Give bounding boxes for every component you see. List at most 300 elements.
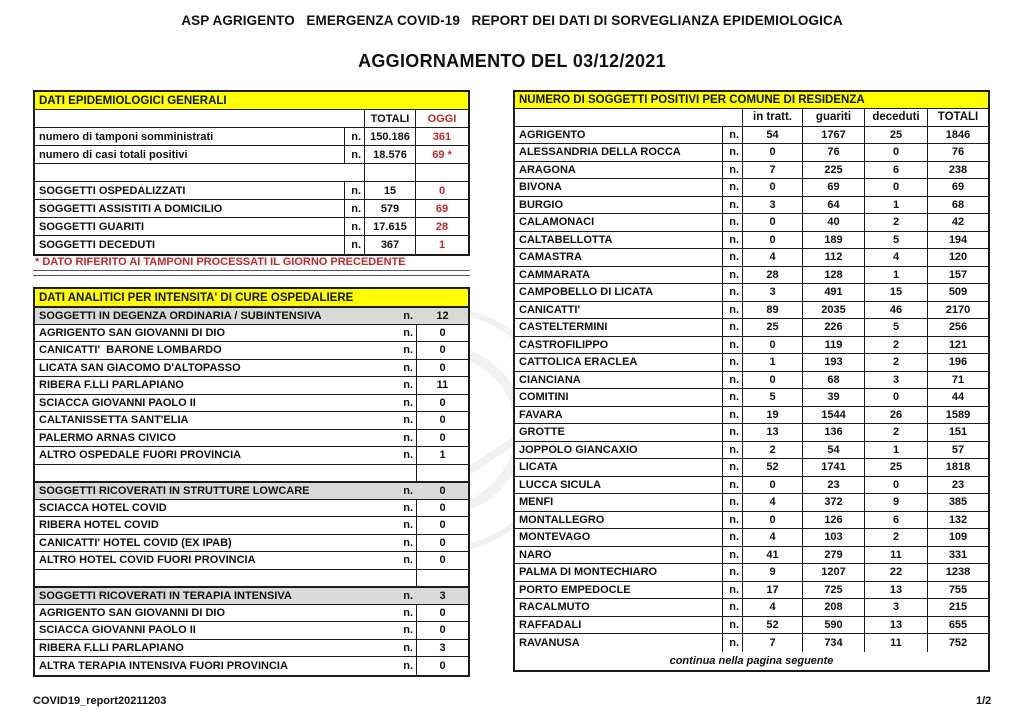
comune-row <box>515 249 988 267</box>
count-value: 0 <box>416 395 468 412</box>
row-label: CALTANISSETTA SANT'ELIA <box>39 414 189 427</box>
deceduti-value: 1 <box>864 442 927 459</box>
update-title: AGGIORNAMENTO DEL 03/12/2021 <box>358 51 666 71</box>
in-tratt-value: 4 <box>742 249 802 266</box>
unit-label: n. <box>344 128 364 145</box>
totali-value: 57 <box>927 442 988 459</box>
comuni-table-header-row <box>515 109 988 127</box>
totali-value: 367 <box>364 236 415 254</box>
totali-value: 194 <box>927 232 988 249</box>
comune-name: MONTALLEGRO <box>519 513 605 526</box>
deceduti-value: 0 <box>864 179 927 196</box>
totali-value: 76 <box>927 144 988 161</box>
comune-row <box>515 424 988 442</box>
totali-value: 23 <box>927 477 988 494</box>
guariti-value: 69 <box>802 179 864 196</box>
guariti-column-header: guariti <box>802 109 864 126</box>
comune-name: PALMA DI MONTECHIARO <box>519 566 658 579</box>
totali-value: 151 <box>927 424 988 441</box>
row-label: SCIACCA GIOVANNI PAOLO II <box>39 624 196 637</box>
hospital-table-row <box>35 360 468 378</box>
in-tratt-value: 0 <box>742 179 802 196</box>
unit-label: n. <box>722 389 742 406</box>
deceduti-value: 2 <box>864 337 927 354</box>
totali-column-header: TOTALI <box>364 110 415 127</box>
comune-row <box>515 389 988 407</box>
row-label <box>35 465 396 482</box>
totali-value: 42 <box>927 214 988 231</box>
comune-name: ARAGONA <box>519 163 576 176</box>
row-label: CANICATTI' HOTEL COVID (EX IPAB) <box>39 536 232 549</box>
guariti-value: 279 <box>802 547 864 564</box>
deceduti-value: 0 <box>864 389 927 406</box>
unit-label: n. <box>722 547 742 564</box>
comune-row <box>515 197 988 215</box>
unit-label: n. <box>403 344 413 357</box>
unit-label: n. <box>403 659 413 672</box>
guariti-value: 189 <box>802 232 864 249</box>
deceduti-value: 13 <box>864 582 927 599</box>
hospital-table-row <box>35 570 468 588</box>
unit-label: n. <box>722 407 742 424</box>
deceduti-value: 0 <box>864 144 927 161</box>
guariti-value: 2035 <box>802 302 864 319</box>
totali-value: 157 <box>927 267 988 284</box>
hospital-care-table <box>33 287 470 677</box>
comune-name: CAMPOBELLO DI LICATA <box>519 286 654 299</box>
comune-row <box>515 267 988 285</box>
row-label <box>35 570 396 587</box>
comune-row <box>515 319 988 337</box>
unit-label: n. <box>722 442 742 459</box>
hospital-table-row <box>35 552 468 570</box>
oggi-value: 0 <box>415 182 468 199</box>
guariti-value: 1767 <box>802 127 864 144</box>
comune-row <box>515 494 988 512</box>
row-label: AGRIGENTO SAN GIOVANNI DI DIO <box>39 326 225 339</box>
count-value: 0 <box>416 657 468 675</box>
in-tratt-value: 5 <box>742 389 802 406</box>
count-value: 0 <box>416 517 468 534</box>
unit-label: n. <box>722 144 742 161</box>
count-value: 0 <box>416 552 468 569</box>
in-tratt-value: 0 <box>742 337 802 354</box>
comune-row <box>515 547 988 565</box>
comune-name: CASTELTERMINI <box>519 321 608 334</box>
hospital-table-row <box>35 482 468 500</box>
totali-value: 1846 <box>927 127 988 144</box>
count-value: 3 <box>439 589 446 602</box>
deceduti-value: 26 <box>864 407 927 424</box>
totali-value: 331 <box>927 547 988 564</box>
unit-label: n. <box>722 267 742 284</box>
unit-label: n. <box>722 232 742 249</box>
comune-name: RAVANUSA <box>519 636 580 649</box>
hospital-table-row <box>35 430 468 448</box>
unit-label: n. <box>722 494 742 511</box>
unit-label: n. <box>403 641 413 654</box>
in-tratt-value: 25 <box>742 319 802 336</box>
totali-value: 385 <box>927 494 988 511</box>
unit-label: n. <box>722 372 742 389</box>
hospital-table-row <box>35 325 468 343</box>
totali-value: 150.186 <box>364 128 415 145</box>
totali-value: 68 <box>927 197 988 214</box>
comune-row <box>515 232 988 250</box>
in-tratt-column-header: in tratt. <box>742 109 802 126</box>
row-label: numero di casi totali positivi <box>39 148 188 161</box>
guariti-value: 193 <box>802 354 864 371</box>
deceduti-value: 46 <box>864 302 927 319</box>
comune-row <box>515 477 988 495</box>
general-table-row <box>35 218 468 236</box>
unit-label: n. <box>722 459 742 476</box>
totali-value: 579 <box>364 200 415 217</box>
guariti-value: 1544 <box>802 407 864 424</box>
in-tratt-value: 3 <box>742 197 802 214</box>
deceduti-value: 0 <box>864 477 927 494</box>
guariti-value: 208 <box>802 599 864 616</box>
row-label: ALTRO OSPEDALE FUORI PROVINCIA <box>39 449 242 462</box>
comune-name: CAMASTRA <box>519 251 582 264</box>
deceduti-value: 3 <box>864 599 927 616</box>
guariti-value: 725 <box>802 582 864 599</box>
unit-label: n. <box>344 182 364 199</box>
unit-label: n. <box>722 424 742 441</box>
totali-column-header: TOTALI <box>927 109 988 126</box>
guariti-value: 119 <box>802 337 864 354</box>
oggi-value: 69 * <box>415 146 468 163</box>
comune-name: MONTEVAGO <box>519 531 591 544</box>
row-label: ALTRO HOTEL COVID FUORI PROVINCIA <box>39 554 256 567</box>
comune-name: CALTABELLOTTA <box>519 233 613 246</box>
page-number: 1/2 <box>976 695 992 707</box>
totali-value: 109 <box>927 529 988 546</box>
row-label: SOGGETTI DECEDUTI <box>39 239 156 251</box>
count-value: 0 <box>416 500 468 517</box>
tamponi-footnote: * DATO RIFERITO AI TAMPONI PROCESSATI IL GIORNO PRECEDENTE <box>35 256 406 268</box>
comune-row <box>515 442 988 460</box>
unit-label: n. <box>403 536 413 549</box>
deceduti-value: 3 <box>864 372 927 389</box>
unit-label: n. <box>403 519 413 532</box>
guariti-value: 64 <box>802 197 864 214</box>
comune-name: GROTTE <box>519 426 565 439</box>
deceduti-column-header: deceduti <box>864 109 927 126</box>
totali-value: 655 <box>927 617 988 634</box>
in-tratt-value: 0 <box>742 512 802 529</box>
deceduti-value: 6 <box>864 162 927 179</box>
count-value <box>416 570 468 587</box>
comune-row <box>515 284 988 302</box>
comune-row <box>515 582 988 600</box>
unit-label: n. <box>403 361 413 374</box>
row-label: LICATA SAN GIACOMO D'ALTOPASSO <box>39 361 241 374</box>
totali-value: 256 <box>927 319 988 336</box>
count-value: 1 <box>416 447 468 464</box>
row-label: numero di tamponi somministrati <box>39 130 214 143</box>
count-value: 0 <box>416 535 468 552</box>
deceduti-value: 11 <box>864 547 927 564</box>
deceduti-value: 22 <box>864 564 927 581</box>
comune-name: COMITINI <box>519 391 569 404</box>
guariti-value: 103 <box>802 529 864 546</box>
oggi-value: 28 <box>415 218 468 235</box>
comune-row <box>515 372 988 390</box>
in-tratt-value: 19 <box>742 407 802 424</box>
in-tratt-value: 13 <box>742 424 802 441</box>
unit-label: n. <box>722 179 742 196</box>
totali-value: 215 <box>927 599 988 616</box>
totali-value: 120 <box>927 249 988 266</box>
comune-name: CASTROFILIPPO <box>519 338 609 351</box>
guariti-value: 226 <box>802 319 864 336</box>
count-value: 0 <box>416 622 468 639</box>
comune-row <box>515 529 988 547</box>
row-label: SOGGETTI GUARITI <box>39 220 145 233</box>
row-label: RIBERA F.LLI PARLAPIANO <box>39 379 184 392</box>
comune-row <box>515 302 988 320</box>
oggi-value: 1 <box>415 236 468 254</box>
unit-label: n. <box>403 554 413 567</box>
comune-row <box>515 179 988 197</box>
deceduti-value: 9 <box>864 494 927 511</box>
comune-name: CATTOLICA ERACLEA <box>519 356 638 369</box>
count-value: 0 <box>416 605 468 622</box>
totali-value: 755 <box>927 582 988 599</box>
totali-value: 1238 <box>927 564 988 581</box>
row-label: SOGGETTI RICOVERATI IN TERAPIA INTENSIVA <box>39 589 292 602</box>
guariti-value: 54 <box>802 442 864 459</box>
totali-value: 69 <box>927 179 988 196</box>
unit-label: n. <box>403 431 413 444</box>
count-value: 0 <box>416 325 468 342</box>
in-tratt-value: 9 <box>742 564 802 581</box>
row-label: SOGGETTI RICOVERATI IN STRUTTURE LOWCARE <box>39 484 310 497</box>
deceduti-value: 1 <box>864 197 927 214</box>
oggi-value <box>415 164 468 181</box>
count-value: 0 <box>416 342 468 359</box>
comune-name: ALESSANDRIA DELLA ROCCA <box>519 146 681 159</box>
general-table-row <box>35 146 468 164</box>
guariti-value: 372 <box>802 494 864 511</box>
unit-label: n. <box>722 284 742 301</box>
comune-name: BURGIO <box>519 198 563 211</box>
header-spacer <box>722 109 742 126</box>
unit-label: n. <box>403 326 413 339</box>
in-tratt-value: 2 <box>742 442 802 459</box>
totali-value: 196 <box>927 354 988 371</box>
unit-label: n. <box>403 624 413 637</box>
unit-label: n. <box>722 634 742 652</box>
comune-name: RAFFADALI <box>519 618 582 631</box>
row-label: SOGGETTI OSPEDALIZZATI <box>39 184 186 197</box>
totali-value: 1589 <box>927 407 988 424</box>
deceduti-value: 15 <box>864 284 927 301</box>
guariti-value: 112 <box>802 249 864 266</box>
header-spacer <box>344 110 364 127</box>
unit-label: n. <box>722 564 742 581</box>
in-tratt-value: 4 <box>742 494 802 511</box>
comune-name: CIANCIANA <box>519 373 581 386</box>
unit-label: n. <box>403 606 413 619</box>
row-label: PALERMO ARNAS CIVICO <box>39 431 176 444</box>
deceduti-value: 2 <box>864 214 927 231</box>
unit-label: n. <box>344 236 364 254</box>
unit-label: n. <box>403 379 413 392</box>
deceduti-value: 11 <box>864 634 927 652</box>
hospital-table-row <box>35 517 468 535</box>
deceduti-value: 25 <box>864 127 927 144</box>
comune-row <box>515 459 988 477</box>
unit-label: n. <box>722 249 742 266</box>
comune-name: FAVARA <box>519 408 563 421</box>
general-table-row <box>35 164 468 182</box>
hospital-table-row <box>35 640 468 658</box>
row-label: ALTRA TERAPIA INTENSIVA FUORI PROVINCIA <box>39 659 288 672</box>
unit-label: n. <box>403 449 413 462</box>
deceduti-value: 5 <box>864 232 927 249</box>
deceduti-value: 2 <box>864 529 927 546</box>
count-value: 0 <box>416 430 468 447</box>
unit-label: n. <box>403 484 413 497</box>
in-tratt-value: 4 <box>742 599 802 616</box>
in-tratt-value: 0 <box>742 144 802 161</box>
unit-label: n. <box>344 218 364 235</box>
hospital-table-row <box>35 657 468 675</box>
general-table-row <box>35 236 468 254</box>
in-tratt-value: 7 <box>742 162 802 179</box>
general-table-header-row <box>35 110 468 128</box>
guariti-value: 590 <box>802 617 864 634</box>
totali-value: 15 <box>364 182 415 199</box>
unit-label: n. <box>344 200 364 217</box>
unit-label: n. <box>722 582 742 599</box>
comune-name: MENFI <box>519 496 554 509</box>
comune-name: BIVONA <box>519 181 562 194</box>
guariti-value: 225 <box>802 162 864 179</box>
row-label <box>35 164 344 181</box>
unit-label: n. <box>722 197 742 214</box>
in-tratt-value: 7 <box>742 634 802 652</box>
guariti-value: 40 <box>802 214 864 231</box>
unit-label: n. <box>403 309 413 322</box>
unit-label: n. <box>403 589 413 602</box>
in-tratt-value: 17 <box>742 582 802 599</box>
row-label: RIBERA F.LLI PARLAPIANO <box>39 641 184 654</box>
count-value: 3 <box>416 640 468 657</box>
deceduti-value: 2 <box>864 424 927 441</box>
deceduti-value: 25 <box>864 459 927 476</box>
unit-label: n. <box>403 501 413 514</box>
totali-value: 1818 <box>927 459 988 476</box>
in-tratt-value: 0 <box>742 372 802 389</box>
comune-row <box>515 564 988 582</box>
unit-label: n. <box>722 214 742 231</box>
oggi-column-header: OGGI <box>415 110 468 127</box>
oggi-value: 69 <box>415 200 468 217</box>
unit-label: n. <box>722 162 742 179</box>
count-value <box>416 465 468 482</box>
comuni-table-title: NUMERO DI SOGGETTI POSITIVI PER COMUNE DI RESIDENZA <box>515 92 988 109</box>
document-filename: COVID19_report20211203 <box>33 695 167 707</box>
in-tratt-value: 28 <box>742 267 802 284</box>
in-tratt-value: 0 <box>742 477 802 494</box>
unit-label: n. <box>722 127 742 144</box>
comune-name: JOPPOLO GIANCAXIO <box>519 443 638 456</box>
guariti-value: 68 <box>802 372 864 389</box>
comune-row <box>515 144 988 162</box>
comune-row <box>515 127 988 145</box>
general-table-row <box>35 128 468 146</box>
row-label: SCIACCA GIOVANNI PAOLO II <box>39 396 196 409</box>
unit-label: n. <box>722 477 742 494</box>
unit-label: n. <box>722 302 742 319</box>
row-label: CANICATTI' BARONE LOMBARDO <box>39 344 222 357</box>
totali-value <box>364 164 415 181</box>
unit-label: n. <box>722 512 742 529</box>
row-label: RIBERA HOTEL COVID <box>39 519 159 532</box>
comune-name: CALAMONACI <box>519 216 595 229</box>
hospital-table-row <box>35 500 468 518</box>
row-label: SCIACCA HOTEL COVID <box>39 501 167 514</box>
totali-value: 44 <box>927 389 988 406</box>
comune-name: PORTO EMPEDOCLE <box>519 583 631 596</box>
general-table-row <box>35 182 468 200</box>
general-data-table <box>33 90 470 256</box>
in-tratt-value: 89 <box>742 302 802 319</box>
hospital-table-row <box>35 605 468 623</box>
guariti-value: 23 <box>802 477 864 494</box>
guariti-value: 128 <box>802 267 864 284</box>
count-value: 11 <box>416 377 468 394</box>
continua-note: continua nella pagina seguente <box>669 654 834 667</box>
hospital-table-row <box>35 342 468 360</box>
unit-label: n. <box>403 396 413 409</box>
header-spacer <box>515 109 722 126</box>
guariti-value: 76 <box>802 144 864 161</box>
guariti-value: 1741 <box>802 459 864 476</box>
totali-value: 509 <box>927 284 988 301</box>
oggi-value: 361 <box>415 128 468 145</box>
unit-label: n. <box>722 354 742 371</box>
comune-name: AGRIGENTO <box>519 128 586 141</box>
report-header: ASP AGRIGENTO EMERGENZA COVID-19 REPORT DEI DATI DI SORVEGLIANZA EPIDEMIOLOGICA <box>181 13 843 28</box>
unit-label: n. <box>344 146 364 163</box>
row-label: SOGGETTI ASSISTITI A DOMICILIO <box>39 202 223 215</box>
deceduti-value: 4 <box>864 249 927 266</box>
totali-value: 18.576 <box>364 146 415 163</box>
guariti-value: 136 <box>802 424 864 441</box>
guariti-value: 126 <box>802 512 864 529</box>
hospital-table-row <box>35 307 468 325</box>
unit-label <box>344 164 364 181</box>
comune-row <box>515 354 988 372</box>
in-tratt-value: 41 <box>742 547 802 564</box>
hospital-table-row <box>35 412 468 430</box>
in-tratt-value: 0 <box>742 214 802 231</box>
in-tratt-value: 0 <box>742 232 802 249</box>
comune-row <box>515 162 988 180</box>
hospital-table-title: DATI ANALITICI PER INTENSITA' DI CURE OSPEDALIERE <box>35 289 468 307</box>
row-label: AGRIGENTO SAN GIOVANNI DI DIO <box>39 606 225 619</box>
hospital-table-row <box>35 535 468 553</box>
totali-value: 2170 <box>927 302 988 319</box>
totali-value: 752 <box>927 634 988 652</box>
in-tratt-value: 52 <box>742 459 802 476</box>
hospital-table-row <box>35 395 468 413</box>
hospital-table-row <box>35 465 468 483</box>
